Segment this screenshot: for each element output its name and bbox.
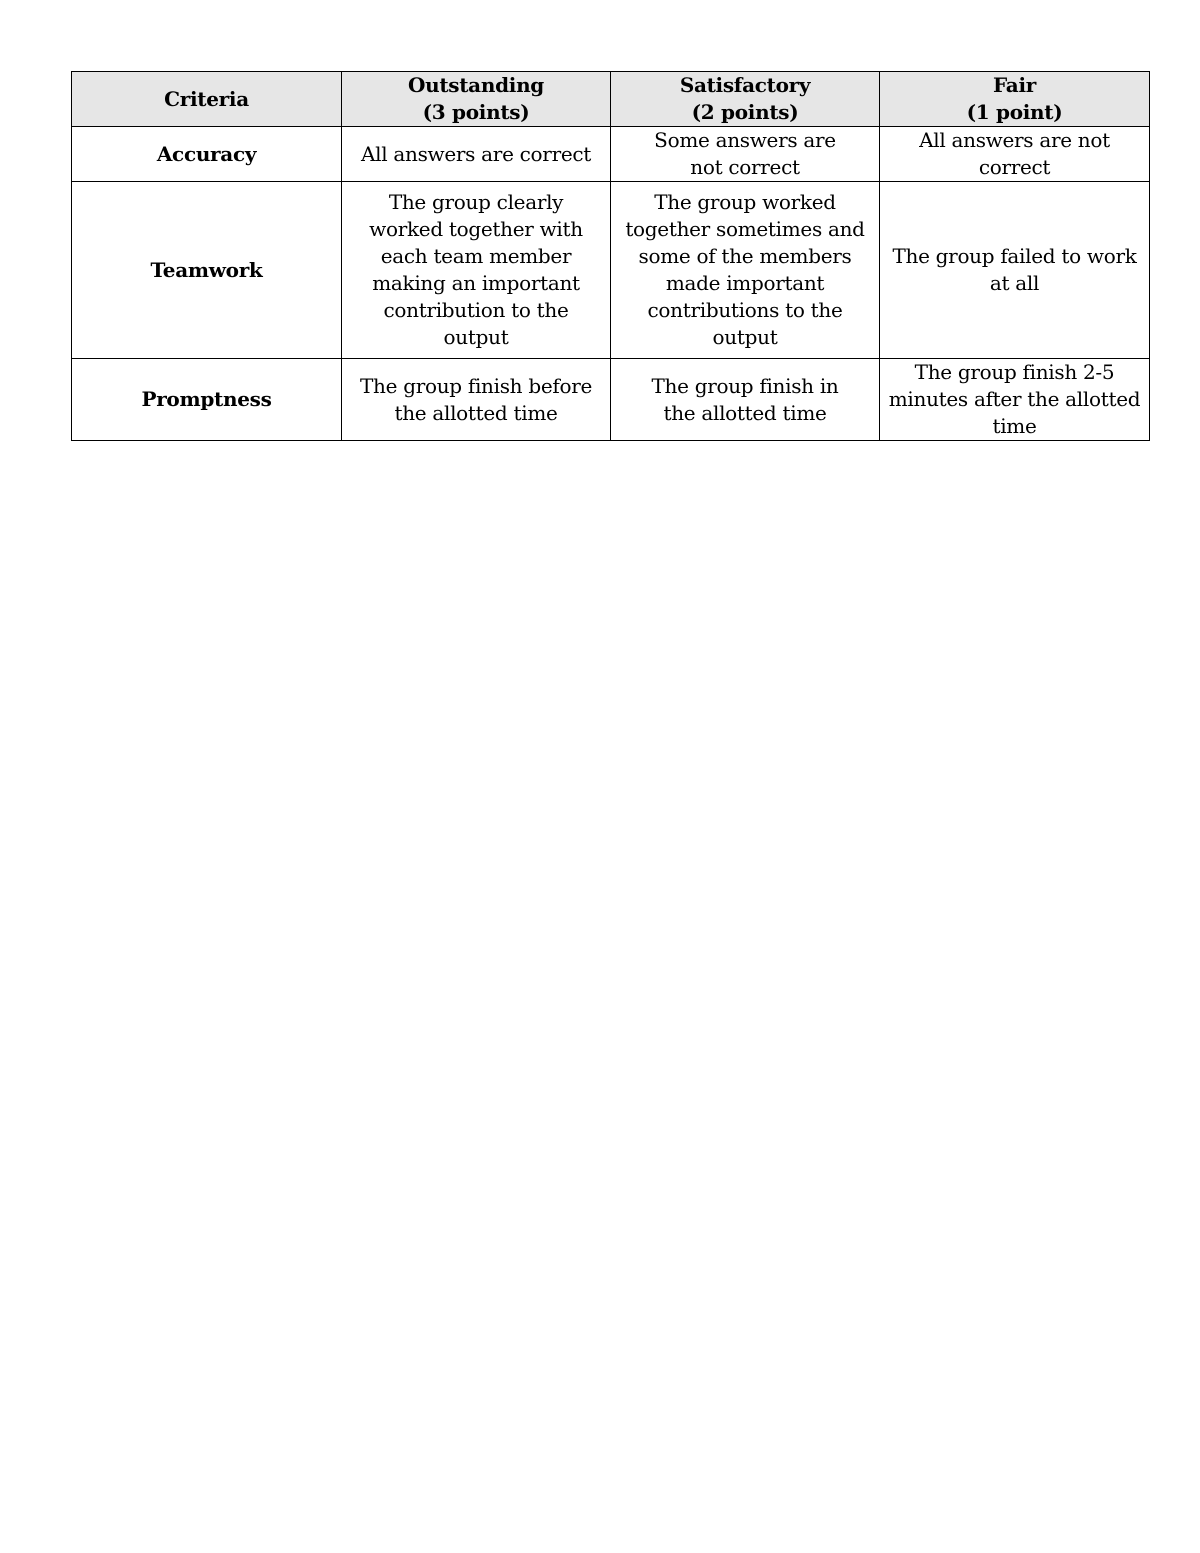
table-cell [880,127,1150,182]
cell-text: The group finish 2-5 minutes after the allotted time [888,360,1141,438]
header-level-satisfactory [611,72,880,127]
table-cell [880,359,1150,441]
level-points: (2 points) [691,100,799,124]
cell-text: All answers are not correct [919,128,1110,179]
header-level-outstanding [342,72,611,127]
cell-text: The group worked together sometimes and some of the members made important contributions to the output [625,190,865,349]
rubric-header [72,72,1150,127]
rubric-body [72,127,1150,441]
table-cell [611,359,880,441]
level-name: Fair [993,73,1036,97]
table-cell [611,127,880,182]
criterion-teamwork: Teamwork [72,182,342,359]
criterion-promptness: Promptness [72,359,342,441]
table-row [72,359,1150,441]
table-cell [342,127,611,182]
level-name: Outstanding [407,73,544,97]
cell-text: Some answers are not correct [654,128,836,179]
level-points: (1 point) [966,100,1063,124]
table-row [72,127,1150,182]
header-row [72,72,1150,127]
level-name: Satisfactory [679,73,811,97]
level-points: (3 points) [422,100,530,124]
table-cell [342,182,611,359]
cell-text: The group finish before the allotted time [359,373,593,425]
cell-text: The group failed to work at all [892,244,1137,295]
cell-text: All answers are correct [360,141,591,166]
criterion-accuracy: Accuracy [72,127,342,182]
header-level-fair [880,72,1150,127]
cell-text: The group clearly worked together with each team member making an important contribution to the output [369,190,583,349]
rubric-table [71,71,1150,441]
table-row [72,182,1150,359]
cell-text: The group finish in the allotted time [651,373,839,425]
header-criteria: Criteria [72,72,342,127]
table-cell [611,182,880,359]
table-cell [880,182,1150,359]
table-cell [342,359,611,441]
